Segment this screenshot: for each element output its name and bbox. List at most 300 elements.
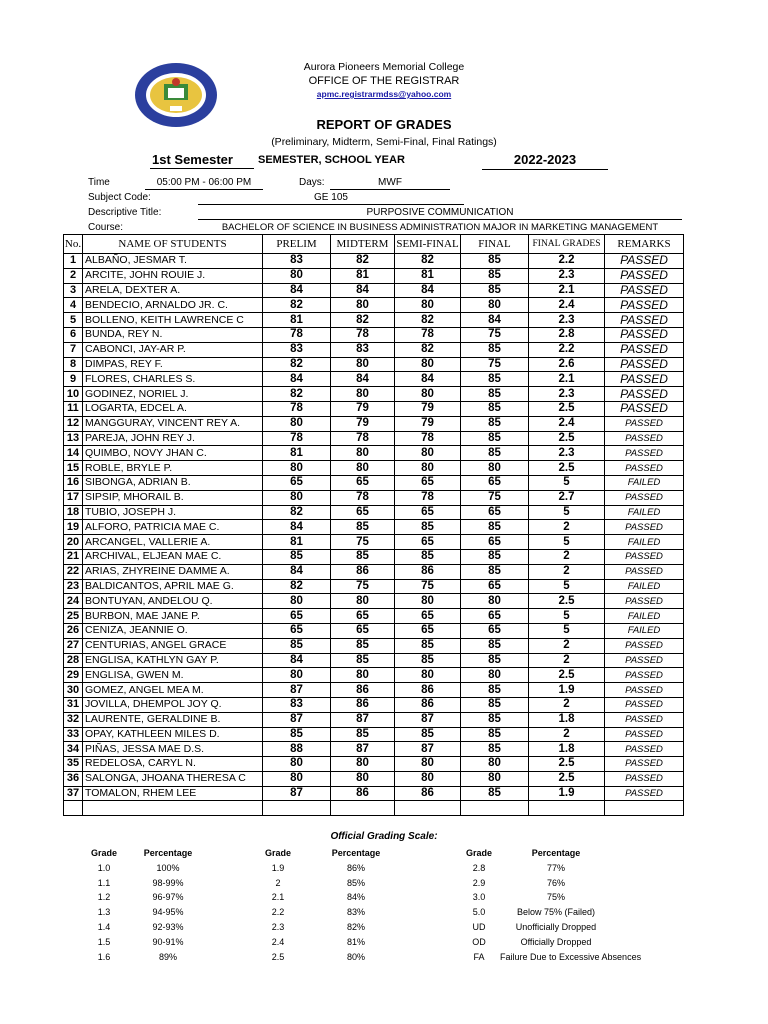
prelim-grade: 78 bbox=[263, 431, 331, 446]
table-row bbox=[64, 668, 684, 683]
row-no: 7 bbox=[64, 342, 83, 357]
row-no: 19 bbox=[64, 520, 83, 535]
midterm-grade: 65 bbox=[331, 623, 395, 638]
grades-table bbox=[63, 234, 684, 816]
subject-code-value: GE 105 bbox=[198, 192, 464, 205]
final-grade-rating: 2 bbox=[529, 638, 605, 653]
row-no: 23 bbox=[64, 579, 83, 594]
semi-final-grade: 87 bbox=[395, 712, 461, 727]
student-name: CABONCI, JAY-AR P. bbox=[83, 342, 263, 357]
prelim-grade: 78 bbox=[263, 401, 331, 416]
prelim-grade: 65 bbox=[263, 623, 331, 638]
table-row bbox=[64, 313, 684, 328]
remarks: PASSED bbox=[605, 594, 684, 609]
empty-cell bbox=[395, 801, 461, 816]
final-grade-rating: 2 bbox=[529, 727, 605, 742]
scale-grade: 1.1 bbox=[97, 877, 111, 888]
semi-final-grade: 82 bbox=[395, 342, 461, 357]
report-subtitle: (Preliminary, Midterm, Semi-Final, Final Ratings) bbox=[271, 136, 497, 148]
final-grade-rating: 5 bbox=[529, 535, 605, 550]
days-label: Days: bbox=[299, 177, 325, 188]
final-grade: 85 bbox=[461, 786, 529, 801]
midterm-grade: 78 bbox=[331, 490, 395, 505]
student-name: ARCANGEL, VALLERIE A. bbox=[83, 535, 263, 550]
table-row bbox=[64, 609, 684, 624]
remarks: PASSED bbox=[605, 446, 684, 461]
semi-final-grade: 82 bbox=[395, 254, 461, 269]
scale-grade: 2.3 bbox=[271, 922, 285, 932]
student-name: ENGLISA, KATHLYN GAY P. bbox=[83, 653, 263, 668]
student-name: FLORES, CHARLES S. bbox=[83, 372, 263, 387]
table-row bbox=[64, 327, 684, 342]
final-grade: 85 bbox=[461, 431, 529, 446]
row-no: 8 bbox=[64, 357, 83, 372]
prelim-grade: 80 bbox=[263, 771, 331, 786]
row-no: 2 bbox=[64, 268, 83, 283]
prelim-grade: 65 bbox=[263, 609, 331, 624]
semi-final-grade: 65 bbox=[395, 475, 461, 490]
student-name: ARCHIVAL, ELJEAN MAE C. bbox=[83, 549, 263, 564]
final-grade: 85 bbox=[461, 727, 529, 742]
subject-code-label: Subject Code: bbox=[88, 192, 151, 203]
semi-final-grade: 80 bbox=[395, 757, 461, 772]
row-no: 37 bbox=[64, 786, 83, 801]
row-no: 15 bbox=[64, 461, 83, 476]
final-grade: 85 bbox=[461, 697, 529, 712]
scale-percentage: 90-91% bbox=[152, 936, 184, 947]
table-row bbox=[64, 416, 684, 431]
row-no: 13 bbox=[64, 431, 83, 446]
final-grade-rating: 2.4 bbox=[529, 416, 605, 431]
midterm-grade: 80 bbox=[331, 357, 395, 372]
prelim-grade: 65 bbox=[263, 475, 331, 490]
row-no: 16 bbox=[64, 475, 83, 490]
final-grade-rating: 2.6 bbox=[529, 357, 605, 372]
semi-final-grade: 84 bbox=[395, 283, 461, 298]
midterm-grade: 87 bbox=[331, 742, 395, 757]
final-grade: 85 bbox=[461, 683, 529, 698]
prelim-grade: 80 bbox=[263, 594, 331, 609]
scale-grade-header: Grade bbox=[90, 848, 117, 858]
final-grade: 65 bbox=[461, 579, 529, 594]
semi-final-grade: 80 bbox=[395, 594, 461, 609]
row-no: 24 bbox=[64, 594, 83, 609]
final-grade-rating: 2.1 bbox=[529, 283, 605, 298]
final-grade: 85 bbox=[461, 387, 529, 402]
time-label: Time bbox=[88, 177, 110, 188]
scale-percentage: 77% bbox=[546, 862, 565, 873]
student-name: ARELA, DEXTER A. bbox=[83, 283, 263, 298]
col-header-semi-final: SEMI-FINAL bbox=[395, 235, 461, 254]
col-header-final: FINAL bbox=[461, 235, 529, 254]
final-grade: 85 bbox=[461, 254, 529, 269]
final-grade-rating: 5 bbox=[529, 623, 605, 638]
remarks: PASSED bbox=[605, 431, 684, 446]
row-no: 10 bbox=[64, 387, 83, 402]
semester-label: SEMESTER, SCHOOL YEAR bbox=[258, 154, 405, 166]
student-name: PAREJA, JOHN REY J. bbox=[83, 431, 263, 446]
remarks: FAILED bbox=[605, 579, 684, 594]
row-no: 33 bbox=[64, 727, 83, 742]
row-no: 3 bbox=[64, 283, 83, 298]
remarks: PASSED bbox=[605, 416, 684, 431]
scale-percentage: 86% bbox=[346, 862, 365, 873]
prelim-grade: 87 bbox=[263, 683, 331, 698]
final-grade-rating: 2 bbox=[529, 549, 605, 564]
prelim-grade: 84 bbox=[263, 520, 331, 535]
row-no: 11 bbox=[64, 401, 83, 416]
final-grade: 75 bbox=[461, 327, 529, 342]
col-header-name: NAME OF STUDENTS bbox=[83, 235, 263, 254]
remarks: PASSED bbox=[605, 490, 684, 505]
final-grade: 85 bbox=[461, 401, 529, 416]
scale-percentage: 92-93% bbox=[152, 922, 184, 932]
remarks: FAILED bbox=[605, 623, 684, 638]
scale-grade: 2 bbox=[275, 877, 281, 888]
final-grade-rating: 1.9 bbox=[529, 683, 605, 698]
semi-final-grade: 87 bbox=[395, 742, 461, 757]
scale-grade: 1.3 bbox=[97, 907, 111, 918]
student-name: CENIZA, JEANNIE O. bbox=[83, 623, 263, 638]
prelim-grade: 80 bbox=[263, 757, 331, 772]
remarks: PASSED bbox=[605, 327, 684, 342]
student-name: JOVILLA, DHEMPOL JOY Q. bbox=[83, 697, 263, 712]
student-name: BENDECIO, ARNALDO JR. C. bbox=[83, 298, 263, 313]
scale-grade: 2.2 bbox=[271, 907, 285, 918]
student-name: GODINEZ, NORIEL J. bbox=[83, 387, 263, 402]
midterm-grade: 65 bbox=[331, 505, 395, 520]
semi-final-grade: 86 bbox=[395, 697, 461, 712]
remarks: PASSED bbox=[605, 283, 684, 298]
student-name: DIMPAS, REY F. bbox=[83, 357, 263, 372]
school-year-value: 2022-2023 bbox=[482, 152, 608, 170]
table-row bbox=[64, 357, 684, 372]
scale-grade: 1.2 bbox=[97, 892, 111, 903]
student-name: SALONGA, JHOANA THERESA C bbox=[83, 771, 263, 786]
student-name: LAURENTE, GERALDINE B. bbox=[83, 712, 263, 727]
semester-underline bbox=[150, 168, 254, 169]
student-name: LOGARTA, EDCEL A. bbox=[83, 401, 263, 416]
prelim-grade: 85 bbox=[263, 638, 331, 653]
final-grade-rating: 2.3 bbox=[529, 446, 605, 461]
student-name: BONTUYAN, ANDELOU Q. bbox=[83, 594, 263, 609]
student-name: CENTURIAS, ANGEL GRACE bbox=[83, 638, 263, 653]
table-row bbox=[64, 254, 684, 269]
midterm-grade: 80 bbox=[331, 298, 395, 313]
scale-grade: UD bbox=[472, 922, 486, 932]
final-grade: 65 bbox=[461, 505, 529, 520]
remarks: PASSED bbox=[605, 638, 684, 653]
registrar-email-link[interactable]: apmc.registrarmdss@yahoo.com bbox=[316, 89, 452, 99]
empty-cell bbox=[83, 801, 263, 816]
final-grade-rating: 2.5 bbox=[529, 401, 605, 416]
semi-final-grade: 86 bbox=[395, 786, 461, 801]
col-header-final-grades: FINAL GRADES bbox=[529, 235, 605, 254]
row-no: 17 bbox=[64, 490, 83, 505]
scale-percentage-header: Percentage bbox=[531, 848, 581, 858]
row-no: 4 bbox=[64, 298, 83, 313]
final-grade-rating: 1.8 bbox=[529, 742, 605, 757]
empty-cell bbox=[263, 801, 331, 816]
student-name: TUBIO, JOSEPH J. bbox=[83, 505, 263, 520]
table-row bbox=[64, 638, 684, 653]
student-name: MANGGURAY, VINCENT REY A. bbox=[83, 416, 263, 431]
remarks: PASSED bbox=[605, 387, 684, 402]
final-grade-rating: 1.8 bbox=[529, 712, 605, 727]
student-name: ROBLE, BRYLE P. bbox=[83, 461, 263, 476]
midterm-grade: 87 bbox=[331, 712, 395, 727]
table-row bbox=[64, 742, 684, 757]
semi-final-grade: 85 bbox=[395, 638, 461, 653]
course-value: BACHELOR OF SCIENCE IN BUSINESS ADMINISTRATION MAJOR IN MARKETING MANAGEMENT bbox=[221, 222, 659, 233]
row-no: 31 bbox=[64, 697, 83, 712]
final-grade-rating: 2.5 bbox=[529, 757, 605, 772]
semi-final-grade: 80 bbox=[395, 771, 461, 786]
table-row bbox=[64, 387, 684, 402]
final-grade: 65 bbox=[461, 475, 529, 490]
final-grade-rating: 2.3 bbox=[529, 268, 605, 283]
empty-cell bbox=[605, 801, 684, 816]
midterm-grade: 65 bbox=[331, 609, 395, 624]
row-no: 25 bbox=[64, 609, 83, 624]
remarks: PASSED bbox=[605, 357, 684, 372]
table-row bbox=[64, 446, 684, 461]
prelim-grade: 81 bbox=[263, 535, 331, 550]
report-title: REPORT OF GRADES bbox=[316, 117, 452, 132]
final-grade: 85 bbox=[461, 653, 529, 668]
final-grade-rating: 2.2 bbox=[529, 342, 605, 357]
final-grade: 80 bbox=[461, 668, 529, 683]
student-name: BUNDA, REY N. bbox=[83, 327, 263, 342]
student-name: ALBAÑO, JESMAR T. bbox=[83, 254, 263, 269]
final-grade-rating: 1.9 bbox=[529, 786, 605, 801]
midterm-grade: 86 bbox=[331, 697, 395, 712]
remarks: PASSED bbox=[605, 727, 684, 742]
final-grade-rating: 2.5 bbox=[529, 461, 605, 476]
prelim-grade: 82 bbox=[263, 579, 331, 594]
final-grade-rating: 2.3 bbox=[529, 313, 605, 328]
prelim-grade: 80 bbox=[263, 461, 331, 476]
scale-grade: 2.5 bbox=[271, 951, 285, 962]
final-grade: 85 bbox=[461, 564, 529, 579]
prelim-grade: 80 bbox=[263, 416, 331, 431]
table-row bbox=[64, 771, 684, 786]
scale-percentage: 80% bbox=[346, 951, 365, 962]
prelim-grade: 82 bbox=[263, 357, 331, 372]
scale-grade: OD bbox=[472, 936, 486, 947]
row-no: 14 bbox=[64, 446, 83, 461]
remarks: PASSED bbox=[605, 268, 684, 283]
final-grade-rating: 2 bbox=[529, 697, 605, 712]
final-grade: 85 bbox=[461, 742, 529, 757]
student-name: SIPSIP, MHORAIL B. bbox=[83, 490, 263, 505]
empty-cell bbox=[529, 801, 605, 816]
prelim-grade: 83 bbox=[263, 697, 331, 712]
midterm-grade: 85 bbox=[331, 638, 395, 653]
final-grade: 85 bbox=[461, 712, 529, 727]
table-row bbox=[64, 712, 684, 727]
final-grade: 65 bbox=[461, 609, 529, 624]
scale-grade: 2.9 bbox=[472, 877, 486, 888]
scale-percentage: Failure Due to Excessive Absences bbox=[500, 951, 642, 962]
remarks: PASSED bbox=[605, 771, 684, 786]
midterm-grade: 83 bbox=[331, 342, 395, 357]
scale-grade: 5.0 bbox=[472, 907, 486, 918]
final-grade: 65 bbox=[461, 535, 529, 550]
remarks: PASSED bbox=[605, 757, 684, 772]
remarks: PASSED bbox=[605, 697, 684, 712]
final-grade-rating: 5 bbox=[529, 609, 605, 624]
semester-value: 1st Semester bbox=[152, 152, 233, 167]
table-row bbox=[64, 505, 684, 520]
table-row bbox=[64, 461, 684, 476]
prelim-grade: 80 bbox=[263, 490, 331, 505]
semi-final-grade: 80 bbox=[395, 461, 461, 476]
prelim-grade: 84 bbox=[263, 653, 331, 668]
midterm-grade: 80 bbox=[331, 387, 395, 402]
scale-percentage: 81% bbox=[346, 936, 365, 947]
row-no: 30 bbox=[64, 683, 83, 698]
table-row bbox=[64, 520, 684, 535]
scale-percentage: Unofficially Dropped bbox=[515, 922, 597, 932]
midterm-grade: 82 bbox=[331, 254, 395, 269]
table-row bbox=[64, 401, 684, 416]
semi-final-grade: 80 bbox=[395, 298, 461, 313]
col-header-midterm: MIDTERM bbox=[331, 235, 395, 254]
empty-cell bbox=[64, 801, 83, 816]
semi-final-grade: 65 bbox=[395, 623, 461, 638]
remarks: PASSED bbox=[605, 342, 684, 357]
remarks: PASSED bbox=[605, 520, 684, 535]
scale-percentage: 84% bbox=[346, 892, 365, 903]
scale-grade: 1.5 bbox=[97, 936, 111, 947]
student-name: BURBON, MAE JANE P. bbox=[83, 609, 263, 624]
midterm-grade: 85 bbox=[331, 549, 395, 564]
remarks: PASSED bbox=[605, 712, 684, 727]
prelim-grade: 88 bbox=[263, 742, 331, 757]
remarks: PASSED bbox=[605, 653, 684, 668]
semi-final-grade: 80 bbox=[395, 446, 461, 461]
semi-final-grade: 81 bbox=[395, 268, 461, 283]
midterm-grade: 75 bbox=[331, 579, 395, 594]
final-grade-rating: 2 bbox=[529, 564, 605, 579]
remarks: PASSED bbox=[605, 564, 684, 579]
student-name: QUIMBO, NOVY JHAN C. bbox=[83, 446, 263, 461]
midterm-grade: 82 bbox=[331, 313, 395, 328]
scale-grade-header: Grade bbox=[465, 848, 492, 858]
col-header-remarks: REMARKS bbox=[605, 235, 684, 254]
midterm-grade: 86 bbox=[331, 564, 395, 579]
final-grade: 75 bbox=[461, 490, 529, 505]
empty-cell bbox=[461, 801, 529, 816]
remarks: PASSED bbox=[605, 254, 684, 269]
prelim-grade: 85 bbox=[263, 549, 331, 564]
scale-grade: 1.4 bbox=[97, 922, 111, 932]
midterm-grade: 85 bbox=[331, 520, 395, 535]
table-row bbox=[64, 490, 684, 505]
semi-final-grade: 78 bbox=[395, 490, 461, 505]
semi-final-grade: 85 bbox=[395, 653, 461, 668]
scale-percentage-header: Percentage bbox=[331, 848, 381, 858]
table-row bbox=[64, 697, 684, 712]
final-grade-rating: 2.5 bbox=[529, 771, 605, 786]
remarks: PASSED bbox=[605, 461, 684, 476]
midterm-grade: 84 bbox=[331, 372, 395, 387]
row-no: 32 bbox=[64, 712, 83, 727]
table-row bbox=[64, 549, 684, 564]
scale-percentage: Officially Dropped bbox=[520, 936, 592, 947]
student-name: TOMALON, RHEM LEE bbox=[83, 786, 263, 801]
prelim-grade: 84 bbox=[263, 564, 331, 579]
student-name: GOMEZ, ANGEL MEA M. bbox=[83, 683, 263, 698]
final-grade-rating: 5 bbox=[529, 579, 605, 594]
student-name: ARIAS, ZHYREINE DAMME A. bbox=[83, 564, 263, 579]
semi-final-grade: 80 bbox=[395, 357, 461, 372]
semi-final-grade: 79 bbox=[395, 416, 461, 431]
table-row bbox=[64, 535, 684, 550]
final-grade-rating: 2.4 bbox=[529, 298, 605, 313]
course-label: Course: bbox=[88, 222, 124, 233]
scale-percentage: 100% bbox=[156, 862, 180, 873]
col-header-no: No. bbox=[64, 235, 83, 254]
midterm-grade: 85 bbox=[331, 727, 395, 742]
midterm-grade: 80 bbox=[331, 446, 395, 461]
table-row bbox=[64, 431, 684, 446]
scale-percentage: 82% bbox=[346, 922, 365, 932]
midterm-grade: 78 bbox=[331, 327, 395, 342]
semi-final-grade: 85 bbox=[395, 520, 461, 535]
scale-percentage: Below 75% (Failed) bbox=[516, 907, 596, 918]
row-no: 20 bbox=[64, 535, 83, 550]
prelim-grade: 82 bbox=[263, 387, 331, 402]
semi-final-grade: 82 bbox=[395, 313, 461, 328]
semi-final-grade: 80 bbox=[395, 668, 461, 683]
scale-percentage: 76% bbox=[546, 877, 565, 888]
row-no: 12 bbox=[64, 416, 83, 431]
student-name: OPAY, KATHLEEN MILES D. bbox=[83, 727, 263, 742]
row-no: 27 bbox=[64, 638, 83, 653]
table-row bbox=[64, 653, 684, 668]
final-grade: 85 bbox=[461, 416, 529, 431]
final-grade: 85 bbox=[461, 283, 529, 298]
prelim-grade: 84 bbox=[263, 283, 331, 298]
midterm-grade: 79 bbox=[331, 401, 395, 416]
semi-final-grade: 65 bbox=[395, 505, 461, 520]
row-no: 28 bbox=[64, 653, 83, 668]
remarks: PASSED bbox=[605, 786, 684, 801]
prelim-grade: 87 bbox=[263, 786, 331, 801]
remarks: FAILED bbox=[605, 475, 684, 490]
table-row bbox=[64, 342, 684, 357]
semi-final-grade: 78 bbox=[395, 431, 461, 446]
table-row bbox=[64, 623, 684, 638]
table-row bbox=[64, 298, 684, 313]
table-row bbox=[64, 727, 684, 742]
scale-percentage: 75% bbox=[546, 892, 565, 903]
remarks: PASSED bbox=[605, 372, 684, 387]
midterm-grade: 75 bbox=[331, 535, 395, 550]
table-row bbox=[64, 579, 684, 594]
remarks: PASSED bbox=[605, 549, 684, 564]
final-grade: 80 bbox=[461, 757, 529, 772]
midterm-grade: 80 bbox=[331, 757, 395, 772]
table-row bbox=[64, 283, 684, 298]
descriptive-title-value: PURPOSIVE COMMUNICATION bbox=[198, 207, 682, 220]
student-name: BOLLENO, KEITH LAWRENCE C bbox=[83, 313, 263, 328]
student-name: ENGLISA, GWEN M. bbox=[83, 668, 263, 683]
remarks: PASSED bbox=[605, 683, 684, 698]
midterm-grade: 86 bbox=[331, 786, 395, 801]
